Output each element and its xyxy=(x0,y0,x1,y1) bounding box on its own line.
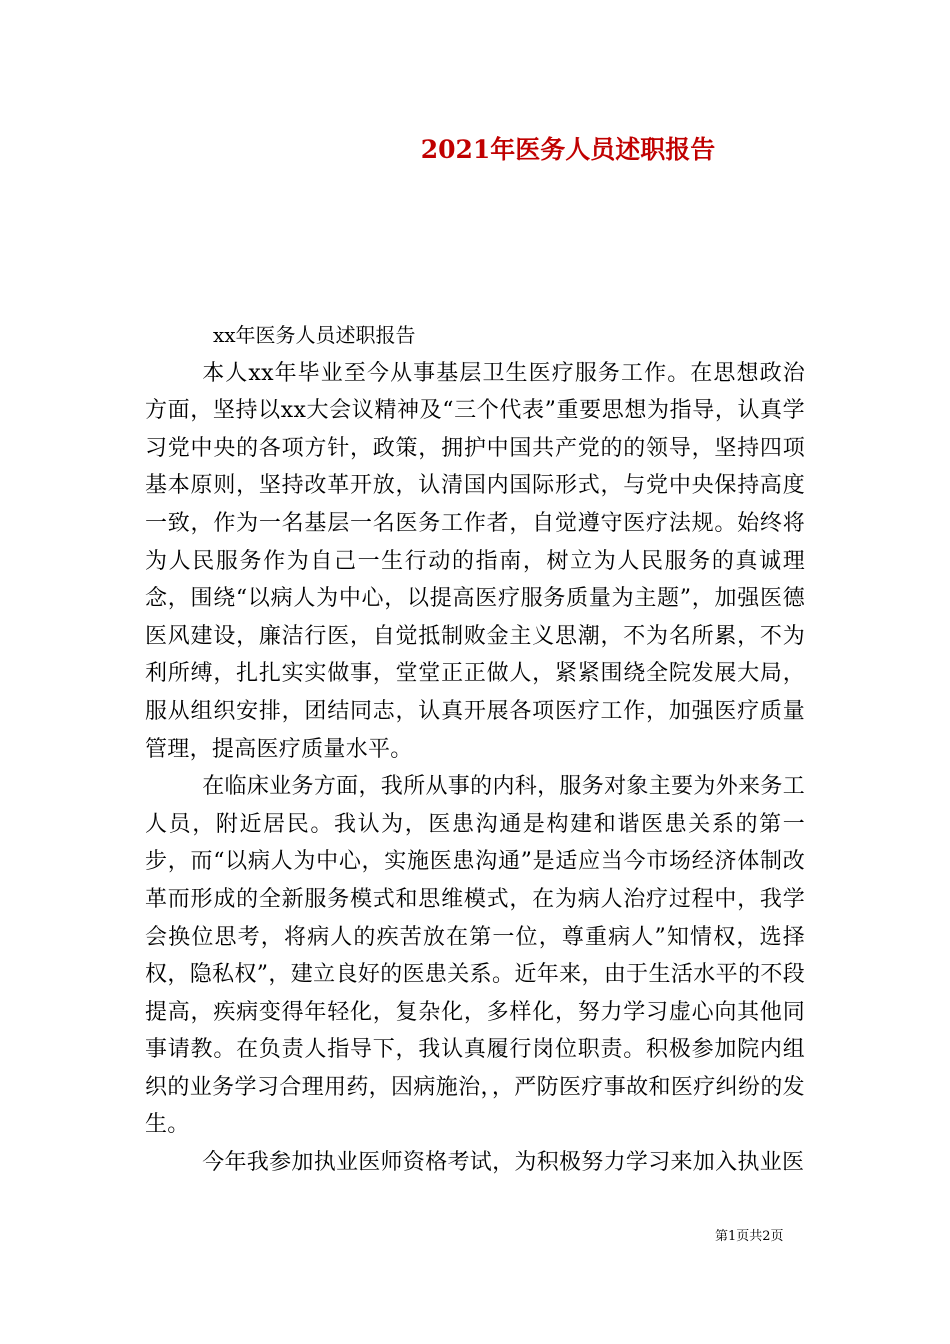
paragraph-3: 今年我参加执业医师资格考试，为积极努力学习来加入执业医 xyxy=(202,1150,805,1176)
page-number-footer: 第1页共2页 xyxy=(715,1229,784,1244)
paragraph-1: 本人xx年毕业至今从事基层卫生医疗服务工作。在思想政治方面，坚持以xx大会议精神及“三个代表”重要思想为指导，认真学习党中央的各项方针，政策，拥护中国共产党的的领导，坚持四项基本原则，坚持改革开放，认清国内国际形式，与党中央保持高度一致，作为一名基层一名医务工作者，自觉遵守医疗法规。始终将为人民服务作为自己一生行动的指南，树立为人民服务的真诚理念，围绕“以病人为中心，以提高医疗服务质量为主题”，加强医德医风建设，廉洁行医，自觉抵制败金主义思潮，不为名所累，不为利所缚，扎扎实实做事，堂堂正正做人，紧紧围绕全院发展大局，服从组织安排，团结同志，认真开展各项医疗工作，加强医疗质量管理，提高医疗质量水平。 xyxy=(145,360,805,762)
paragraph-2: 在临床业务方面，我所从事的内科，服务对象主要为外来务工人员，附近居民。我认为，医患沟通是构建和谐医患关系的第一步，而“以病人为中心，实施医患沟通”是适应当今市场经济体制改革而形成的全新服务模式和思维模式，在为病人治疗过程中，我学会换位思考，将病人的疾苦放在第一位，尊重病人”知情权，选择权，隐私权”，建立良好的医患关系。近年来，由于生活水平的不段提高，疾病变得年轻化，复杂化，多样化，努力学习虚心向其他同事请教。在负责人指导下，我认真履行岗位职责。积极参加院内组织的业务学习合理用药，因病施治，，严防医疗事故和医疗纠纷的发生。 xyxy=(145,774,805,1138)
document-body xyxy=(145,317,805,1182)
document-title xyxy=(0,132,950,168)
document-subtitle: xx年医务人员述职报告 xyxy=(213,323,416,347)
document-title-text: 2021年医务人员述职报告 xyxy=(420,135,716,164)
subtitle-spacer xyxy=(145,317,805,355)
